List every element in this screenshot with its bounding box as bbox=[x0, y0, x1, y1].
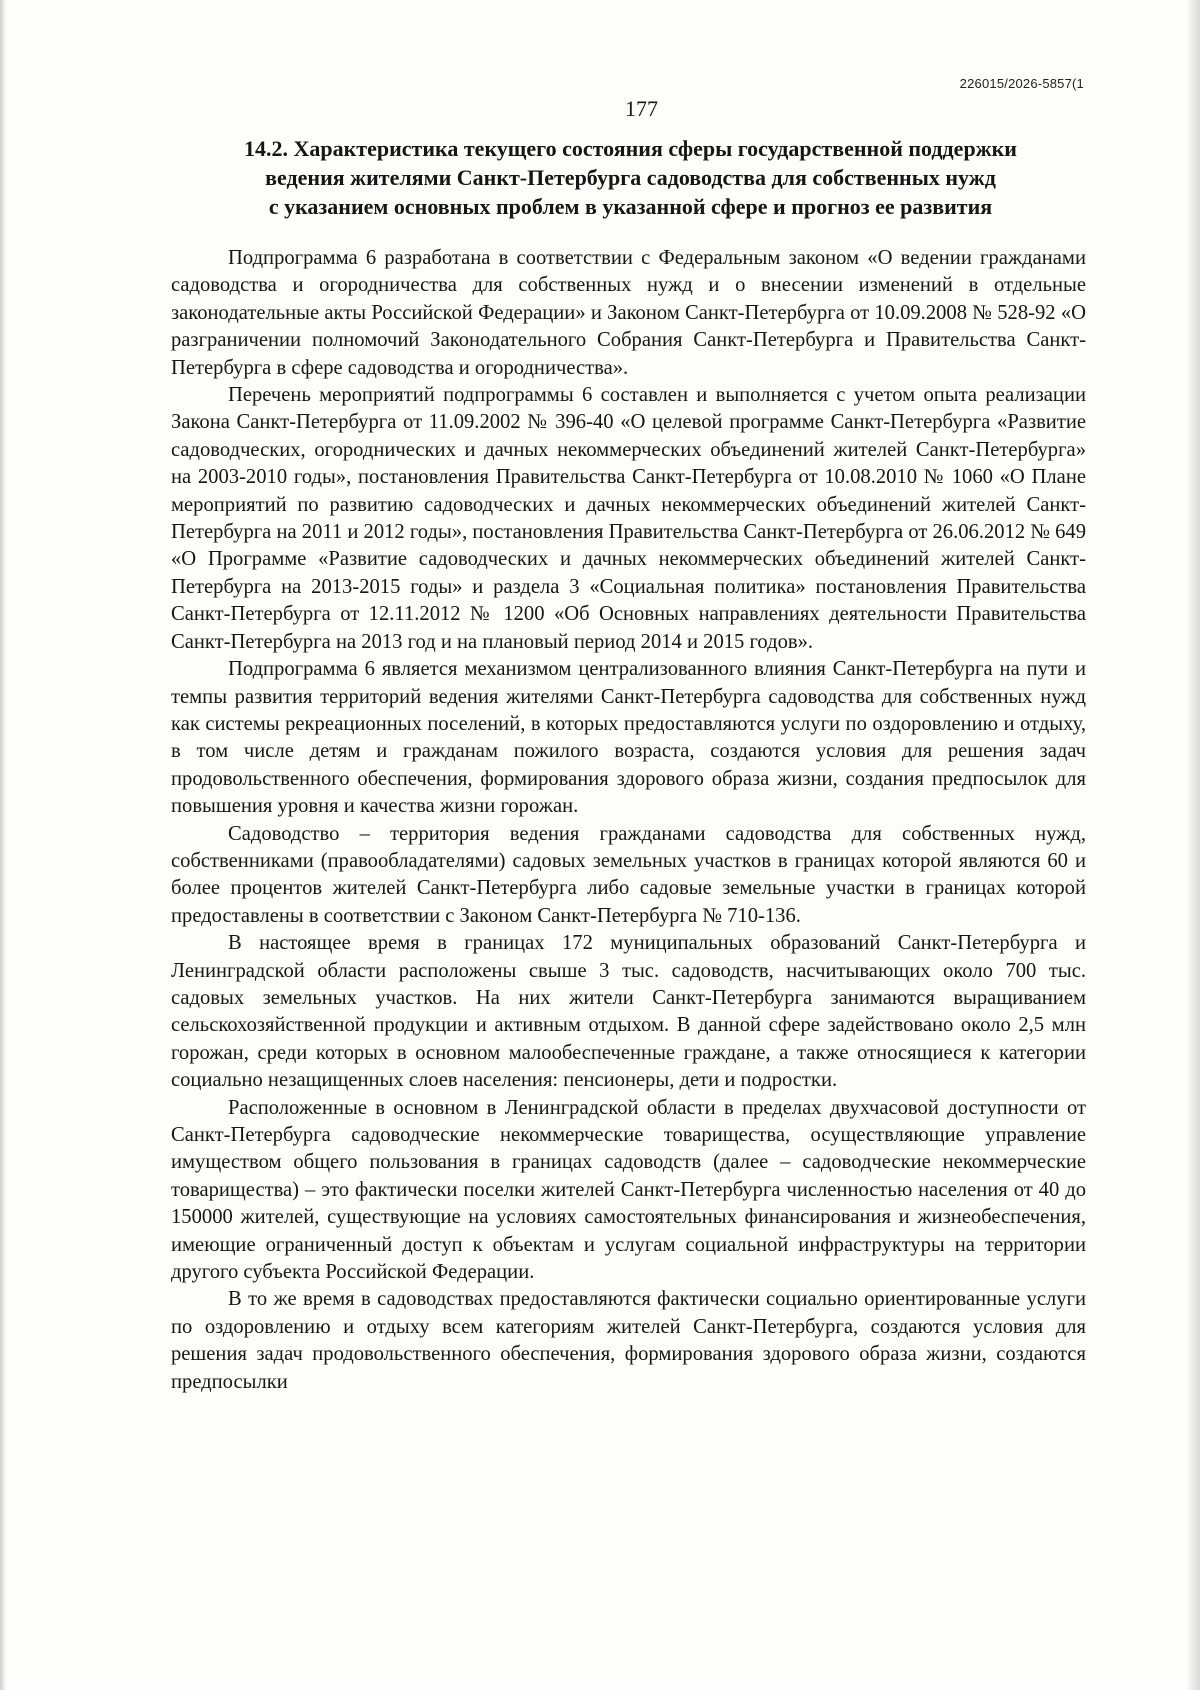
paragraph-gardening-definition: Садоводство – территория ведения гражданами садоводства для собственных нужд, собственниками (правообладателями) садовых земельных участков в границах которой являются 60 и более процентов жителей Санкт-Петербурга либо садовые земельные участки в границах которой предоставлены в соответствии с Законом Санкт-Петербурга № 710-136. bbox=[171, 822, 1086, 927]
scan-edge-right bbox=[1186, 0, 1200, 1690]
paragraph-subprogram-mechanism: Подпрограмма 6 является механизмом централизованного влияния Санкт-Петербурга на пути и темпы развития территорий ведения жителями Санкт-Петербурга садоводства для собственных нужд как системы рекреационных поселений, в которых предоставляются услуги по оздоровлению и отдыху, в том числе детям и гражданам пожилого возраста, создаются условия для решения задач продовольственного обеспечения, формирования здорового образа жизни, создания предпосылок для повышения уровня и качества жизни горожан. bbox=[171, 658, 1086, 818]
paragraph-current-situation: В настоящее время в границах 172 муниципальных образований Санкт-Петербурга и Ленинградской области расположены свыше 3 тыс. садоводств, насчитывающих около 700 тыс. садовых земельных участков. На них жители Санкт-Петербурга занимаются выращиванием сельскохозяйственной продукции и активным отдыхом. В данной сфере задействовано около 2,5 млн горожан, среди которых в основном малообеспеченные граждане, а также относящиеся к категории социально незащищенных слоев населения: пенсионеры, дети и подростки. bbox=[171, 932, 1086, 1092]
paragraph-measures-list: Перечень мероприятий подпрограммы 6 составлен и выполняется с учетом опыта реализации Закона Санкт-Петербурга от 11.09.2002 № 396-40 «О целевой программе Санкт-Петербурга «Развитие садоводческих, огороднических и дачных некоммерческих объединений жителей Санкт-Петербурга» на 2003-2010 годы», постановления Правительства Санкт-Петербурга от 10.08.2010 № 1060 «О Плане мероприятий по развитию садоводческих и дачных некоммерческих объединений жителей Санкт-Петербурга на 2011 и 2012 годы», постановления Правительства Санкт-Петербурга от 26.06.2012 № 649 «О Программе «Развитие садоводческих и дачных некоммерческих объединений жителей Санкт-Петербурга на 2013-2015 годы» и раздела 3 «Социальная политика» постановления Правительства Санкт-Петербурга от 12.11.2012 № 1200 «Об Основных направлениях деятельности Правительства Санкт-Петербурга на 2013 год и на плановый период 2014 и 2015 годов». bbox=[171, 384, 1087, 653]
paragraph-legal-basis: Подпрограмма 6 разработана в соответствии с Федеральным законом «О ведении гражданами садоводства и огородничества для собственных нужд и о внесении изменений в отдельные законодательные акты Российской Федерации» и Законом Санкт-Петербурга от 10.09.2008 № 528-92 «О разграничении полномочий Законодательного Собрания Санкт-Петербурга и Правительства Санкт-Петербурга в сфере садоводства и огородничества». bbox=[171, 247, 1086, 379]
body-text bbox=[171, 245, 1086, 1396]
section-heading-line-2: ведения жителями Санкт-Петербурга садоводства для собственных нужд bbox=[265, 165, 996, 190]
section-heading-line-3: с указанием основных проблем в указанной сфере и прогноз ее развития bbox=[268, 194, 993, 219]
paragraph-social-services: В то же время в садоводствах предоставляются фактически социально ориентированные услуги по оздоровлению и отдыху всем категориям жителей Санкт-Петербурга, создаются условия для решения задач продовольственного обеспечения, формирования здорового образа жизни, создаются предпосылки bbox=[171, 1288, 1086, 1393]
scan-edge-left bbox=[0, 0, 6, 1690]
section-heading-line-1: 14.2. Характеристика текущего состояния сферы государственной поддержки bbox=[244, 136, 1017, 161]
paragraph-gardening-partnerships: Расположенные в основном в Ленинградской области в пределах двухчасовой доступности от Санкт-Петербурга садоводческие некоммерческие товарищества, осуществляющие управление имуществом общего пользования в границах садоводств (далее – садоводческие некоммерческие товарищества) – это фактически поселки жителей Санкт-Петербурга численностью населения от 40 до 150000 жителей, существующие на условиях самостоятельных финансирования и жизнеобеспечения, имеющие ограниченный доступ к объектам и услугам социальной инфраструктуры на территории другого субъекта Российской Федерации. bbox=[171, 1096, 1086, 1284]
document-id: 226015/2026-5857(1 bbox=[959, 76, 1084, 91]
page-number: 177 bbox=[625, 96, 658, 121]
section-heading bbox=[175, 134, 1086, 221]
